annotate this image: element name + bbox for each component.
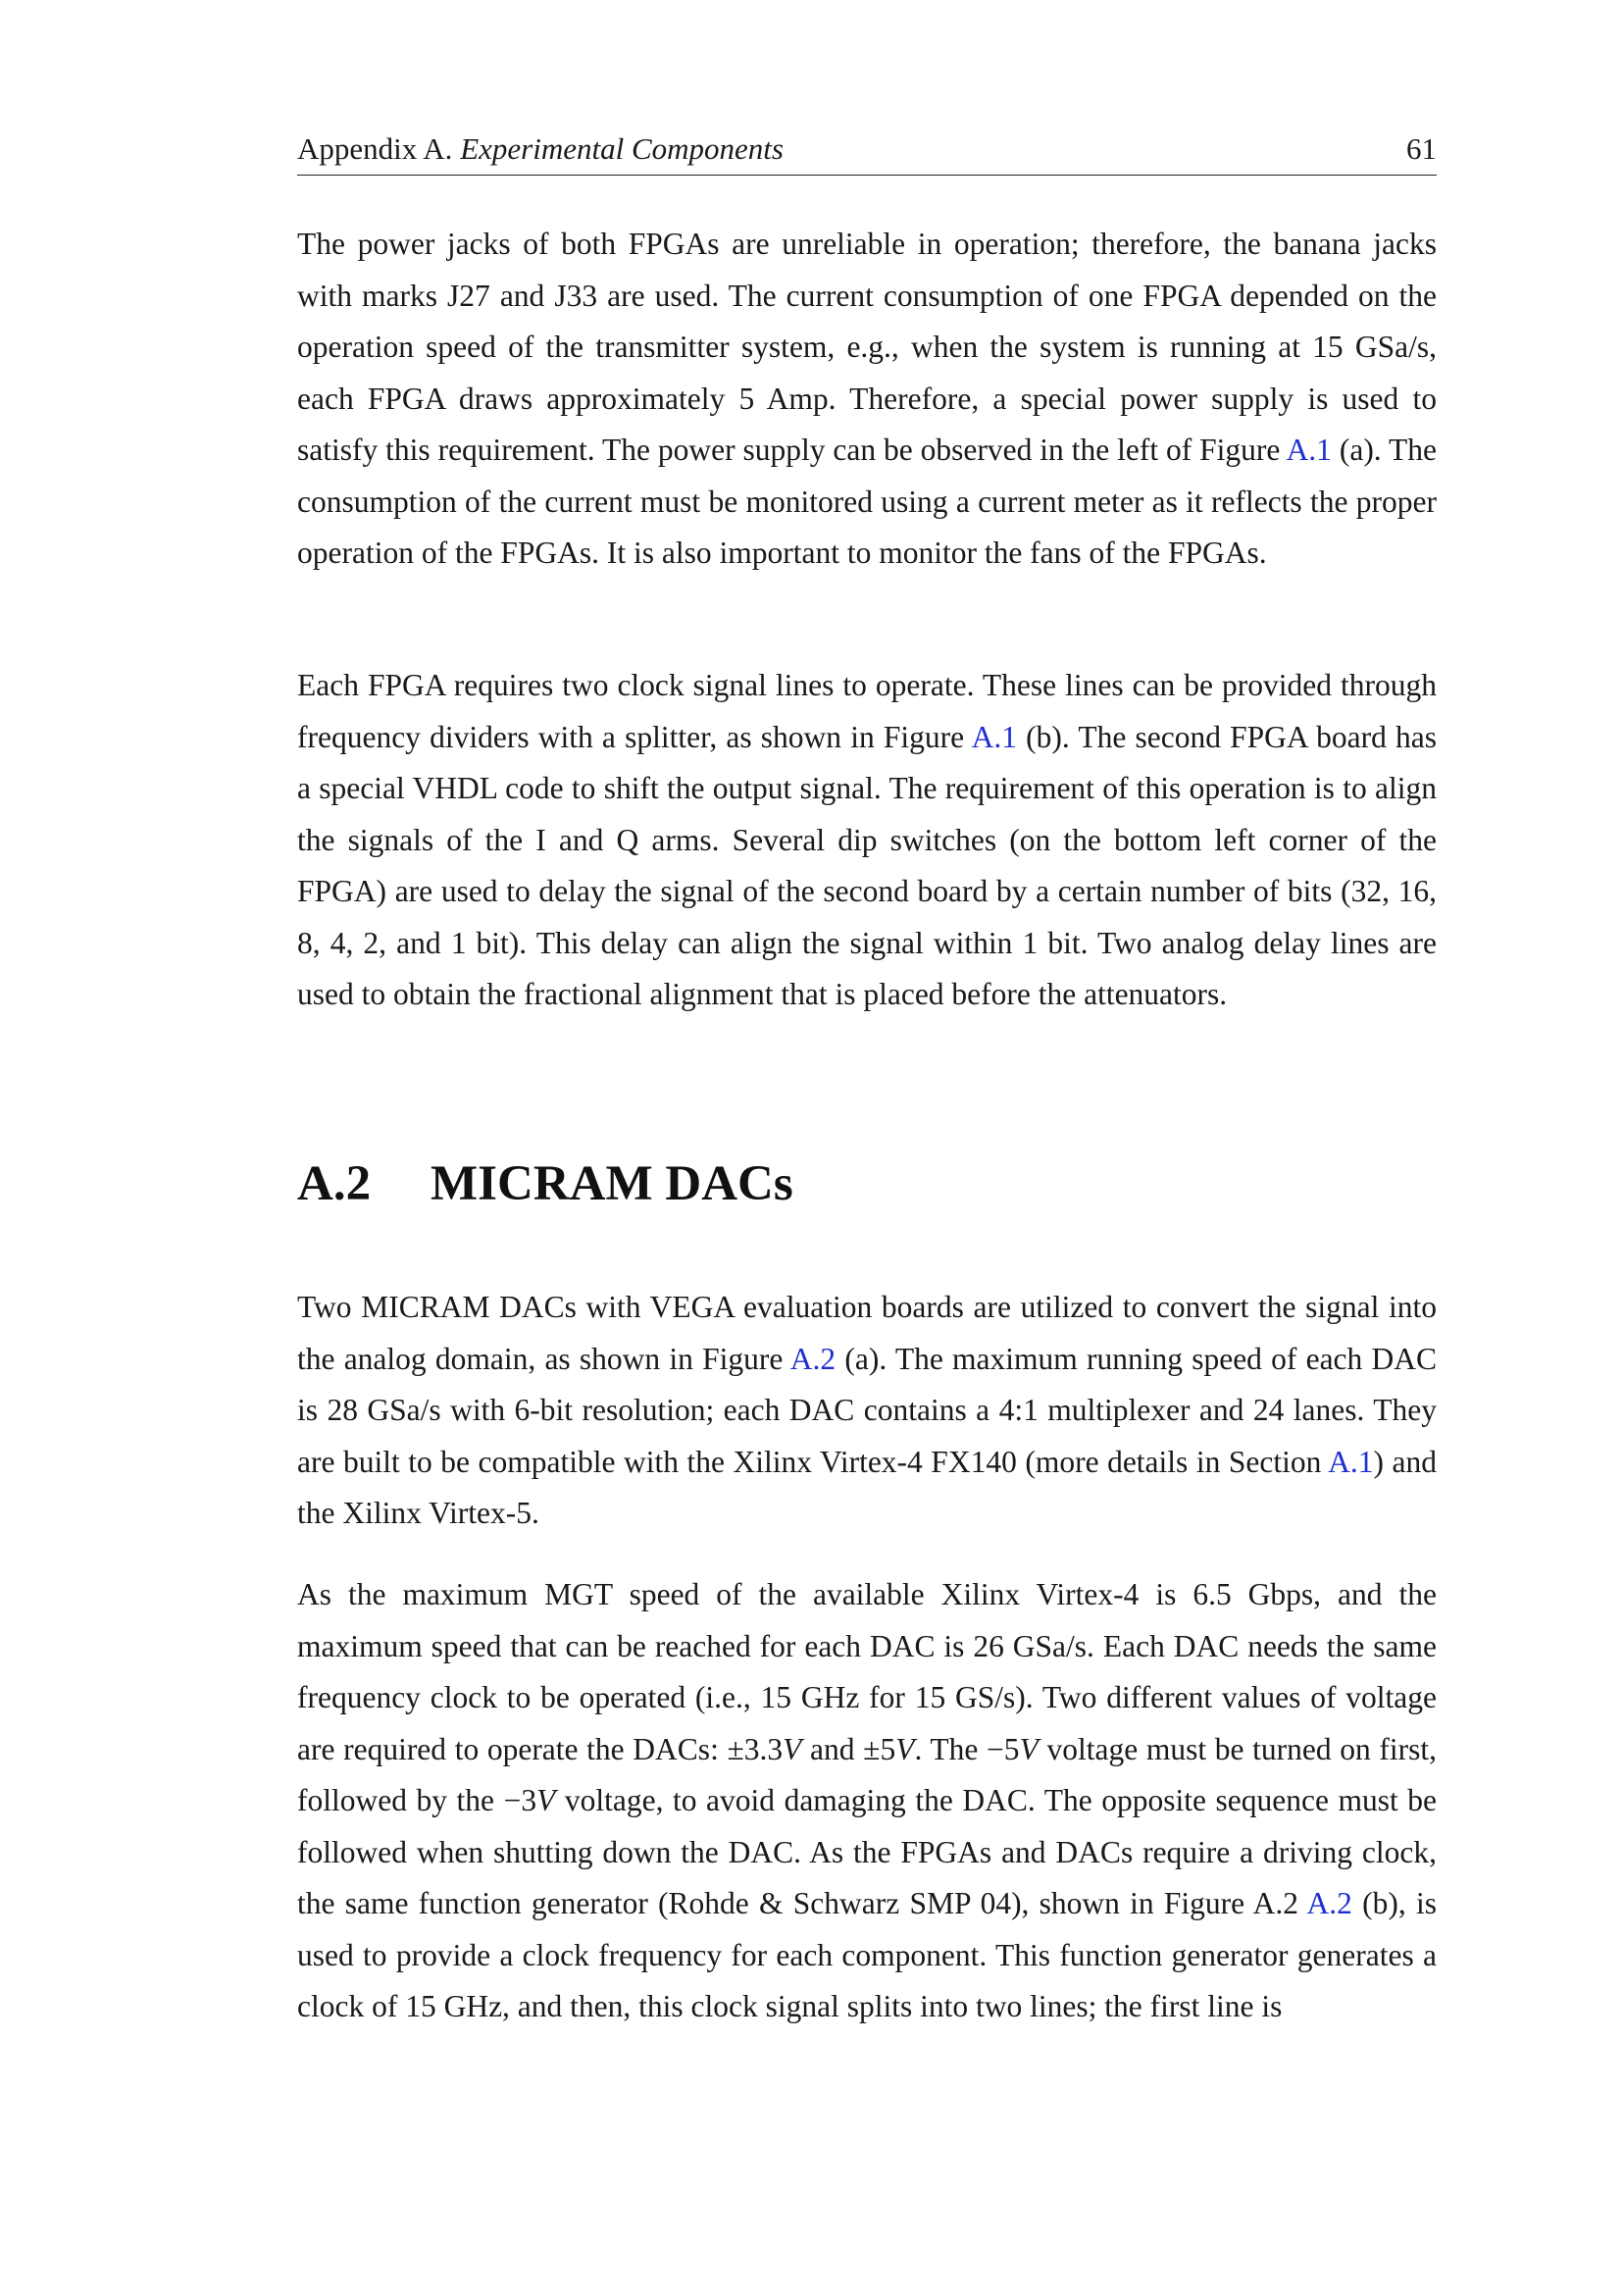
p4-text-c: . The −5 bbox=[914, 1731, 1020, 1766]
p4-text-a: As the maximum MGT speed of the available Xilinx Virtex-4 is 6.5 Gbps, and the maximum speed that can be reached for each DAC is 26 GSa/s. Each DAC needs the same frequency clock to be operated (i.e., 15 GHz for 15 GS/s). Two different values of voltage are required to operate the DACs: ±3.3 bbox=[297, 1577, 1437, 1766]
p3-text-a: Two MICRAM DACs with VEGA evaluation boards are utilized to convert the signal into the analog domain, as shown in Figure bbox=[297, 1290, 1437, 1376]
unit-volt: V bbox=[783, 1731, 802, 1766]
header-prefix: Appendix A. bbox=[297, 131, 453, 166]
paragraph-mgt-speed bbox=[297, 1569, 1437, 2033]
header-chapter-title bbox=[297, 131, 784, 167]
p1-text-a: The power jacks of both FPGAs are unreliable in operation; therefore, the banana jacks with marks J27 and J33 are used. The current consumption of one FPGA depended on the operation speed of the transmitter system, e.g., when the system is running at 15 GSa/s, each FPGA draws approximately 5 Amp. Therefore, a special power supply is used to satisfy this requirement. The power supply can be observed in the left of Figure bbox=[297, 227, 1437, 467]
p2-text-a: Each FPGA requires two clock signal lines to operate. These lines can be provided through frequency dividers with a splitter, as shown in Figure bbox=[297, 668, 1437, 754]
running-header bbox=[297, 129, 1437, 176]
section-ref-a1[interactable]: A.1 bbox=[1328, 1444, 1374, 1479]
p3-text-b: (a). The maximum running speed of each DAC is 28 GSa/s with 6-bit resolution; each DAC contains a 4:1 multiplexer and 24 lanes. They are built to be compatible with the Xilinx Virtex-4 FX140 (more details in Section bbox=[297, 1341, 1437, 1479]
p4-text-e: voltage, to avoid damaging the DAC. The opposite sequence must be followed when shutting down the DAC. As the FPGAs and DACs require a driving clock, the same function generator (Rohde & Schwarz SMP 04), shown in Figure A.2 bbox=[297, 1783, 1437, 1920]
section-title: MICRAM DACs bbox=[431, 1156, 793, 1211]
p3-text-c: ) and the Xilinx Virtex-5. bbox=[297, 1444, 1437, 1530]
header-chapter: Experimental Components bbox=[460, 131, 784, 166]
paragraph-power-jacks bbox=[297, 219, 1437, 580]
unit-volt: V bbox=[895, 1731, 915, 1766]
page-number: 61 bbox=[1406, 131, 1437, 166]
p4-text-d: voltage must be turned on first, followed by the −3 bbox=[297, 1731, 1437, 1817]
p1-text-b: (a). The consumption of the current must be monitored using a current meter as it reflects the proper operation of the FPGAs. It is also important to monitor the fans of the FPGAs. bbox=[297, 433, 1437, 570]
p2-text-b: (b). The second FPGA board has a special VHDL code to shift the output signal. The requirement of this operation is to align the signals of the I and Q arms. Several dip switches (on the bottom left corner of the FPGA) are used to delay the signal of the second board by a certain number of bits (32, 16, 8, 4, 2, and 1 bit). This delay can align the signal within 1 bit. Two analog delay lines are used to obtain the fractional alignment that is placed before the attenuators. bbox=[297, 719, 1437, 1011]
figure-ref-a1[interactable]: A.1 bbox=[1286, 433, 1332, 467]
p4-text-f: (b), is used to provide a clock frequency for each component. This function generator generates a clock of 15 GHz, and then, this clock signal splits into two lines; the first line is bbox=[297, 1886, 1437, 2023]
figure-ref-a2[interactable]: A.2 bbox=[789, 1341, 837, 1376]
unit-volt: V bbox=[1019, 1731, 1039, 1766]
section-number: A.2 bbox=[297, 1156, 372, 1211]
figure-ref-a2[interactable]: A.2 bbox=[1306, 1886, 1352, 1920]
p4-text-b: and ±5 bbox=[801, 1731, 896, 1766]
unit-volt: V bbox=[536, 1783, 556, 1817]
paragraph-clock-lines bbox=[297, 660, 1437, 1021]
figure-ref-a1[interactable]: A.1 bbox=[971, 719, 1017, 754]
paragraph-micram-dacs bbox=[297, 1282, 1437, 1540]
section-heading bbox=[297, 1155, 793, 1212]
